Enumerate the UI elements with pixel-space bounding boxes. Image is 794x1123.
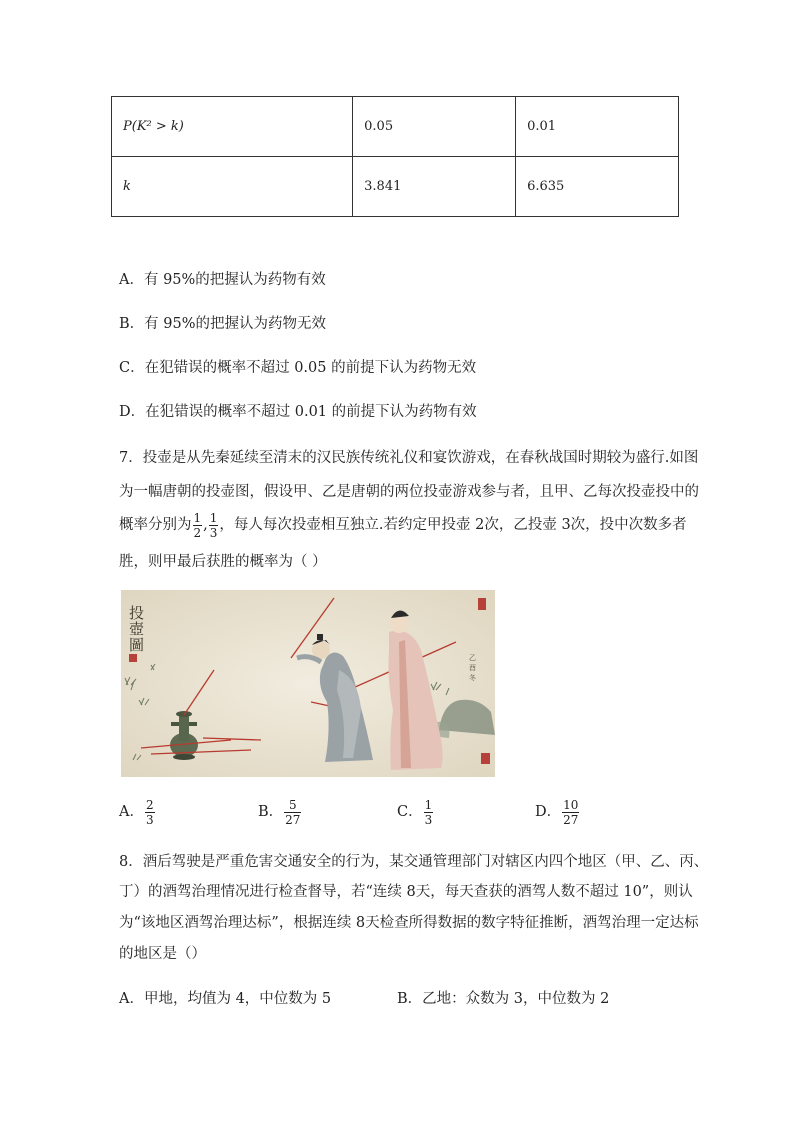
inscription-mark: 冬 <box>469 674 476 682</box>
q7-stem-line2: 为一幅唐朝的投壶图，假设甲、乙是唐朝的两位投壶游戏参与者，且甲、乙每次投壶投中的 <box>119 484 699 500</box>
q7-stem-line3 <box>119 510 687 540</box>
fraction: $\frac{1}{3}$ <box>424 797 433 827</box>
fraction: $\frac{1}{3}$ <box>209 510 218 540</box>
q8-stem-line2: 丁）的酒驾治理情况进行检查督导，若“连续 8天，每天查获的酒驾人数不超过 10”，则认 <box>119 884 693 900</box>
q6-option-b: B．有 95%的把握认为药物无效 <box>119 316 326 332</box>
table-cell: k <box>112 157 353 217</box>
q7-option-d[interactable] <box>535 792 580 832</box>
table-cell: 3.841 <box>353 157 516 217</box>
table-row <box>112 157 679 217</box>
fraction: $\frac{2}{3}$ <box>145 797 154 827</box>
option-letter: B． <box>258 804 284 820</box>
seal-stamp <box>129 654 137 662</box>
q8-option-b[interactable]: B．乙地：众数为 3，中位数为 2 <box>397 991 610 1007</box>
painting-title-char: 壺 <box>129 620 145 638</box>
touhu-painting <box>121 590 495 777</box>
q7-option-b[interactable] <box>258 792 302 832</box>
q7-stem-line1: 7．投壶是从先秦延续至清末的汉民族传统礼仪和宴饮游戏，在春秋战国时期较为盛行.如图 <box>119 450 699 466</box>
q6-option-d: D．在犯错误的概率不超过 0.01 的前提下认为药物有效 <box>119 404 477 420</box>
q6-option-a: A．有 95%的把握认为药物有效 <box>119 272 326 288</box>
inscription-mark: 酉 <box>469 664 476 672</box>
table-cell: P(K² > k) <box>112 97 353 157</box>
critical-value-table <box>111 96 679 217</box>
table-row <box>112 97 679 157</box>
option-letter: A． <box>119 804 144 820</box>
q7-option-a[interactable] <box>119 792 156 832</box>
fraction: $\frac{10}{27}$ <box>563 797 579 827</box>
seal-stamp <box>481 753 490 764</box>
fraction: $\frac{1}{2}$ <box>193 510 202 540</box>
q6-option-c: C．在犯错误的概率不超过 0.05 的前提下认为药物无效 <box>119 360 477 376</box>
option-letter: C． <box>397 804 423 820</box>
q8-stem-line4: 的地区是（） <box>119 946 206 962</box>
q8-option-a[interactable]: A．甲地，均值为 4，中位数为 5 <box>119 991 332 1007</box>
table-cell: 6.635 <box>516 157 679 217</box>
table-cell: 0.01 <box>516 97 679 157</box>
painting-title-char: 圖 <box>129 636 145 654</box>
option-letter: D． <box>535 804 562 820</box>
q7-text: 概率分别为 <box>119 517 192 533</box>
inscription-mark: 乙 <box>469 654 476 662</box>
q7-stem-line4: 胜，则甲最后获胜的概率为（ ） <box>119 554 327 570</box>
q7-option-c[interactable] <box>397 792 434 832</box>
fraction-separator: , <box>203 517 208 533</box>
q7-text: ，每人每次投壶相互独立.若约定甲投壶 2次，乙投壶 3次，投中次数多者 <box>219 517 687 533</box>
q8-stem-line3: 为“该地区酒驾治理达标”，根据连续 8天检查所得数据的数字特征推断，酒驾治理一定达标 <box>119 915 699 931</box>
table-cell: 0.05 <box>353 97 516 157</box>
q8-stem-line1: 8．酒后驾驶是严重危害交通安全的行为，某交通管理部门对辖区内四个地区（甲、乙、丙、 <box>119 854 709 870</box>
painting-illustration <box>121 590 495 777</box>
painting-title-char: 投 <box>129 604 145 622</box>
seal-stamp <box>478 598 486 610</box>
fraction: $\frac{5}{27}$ <box>285 797 301 827</box>
